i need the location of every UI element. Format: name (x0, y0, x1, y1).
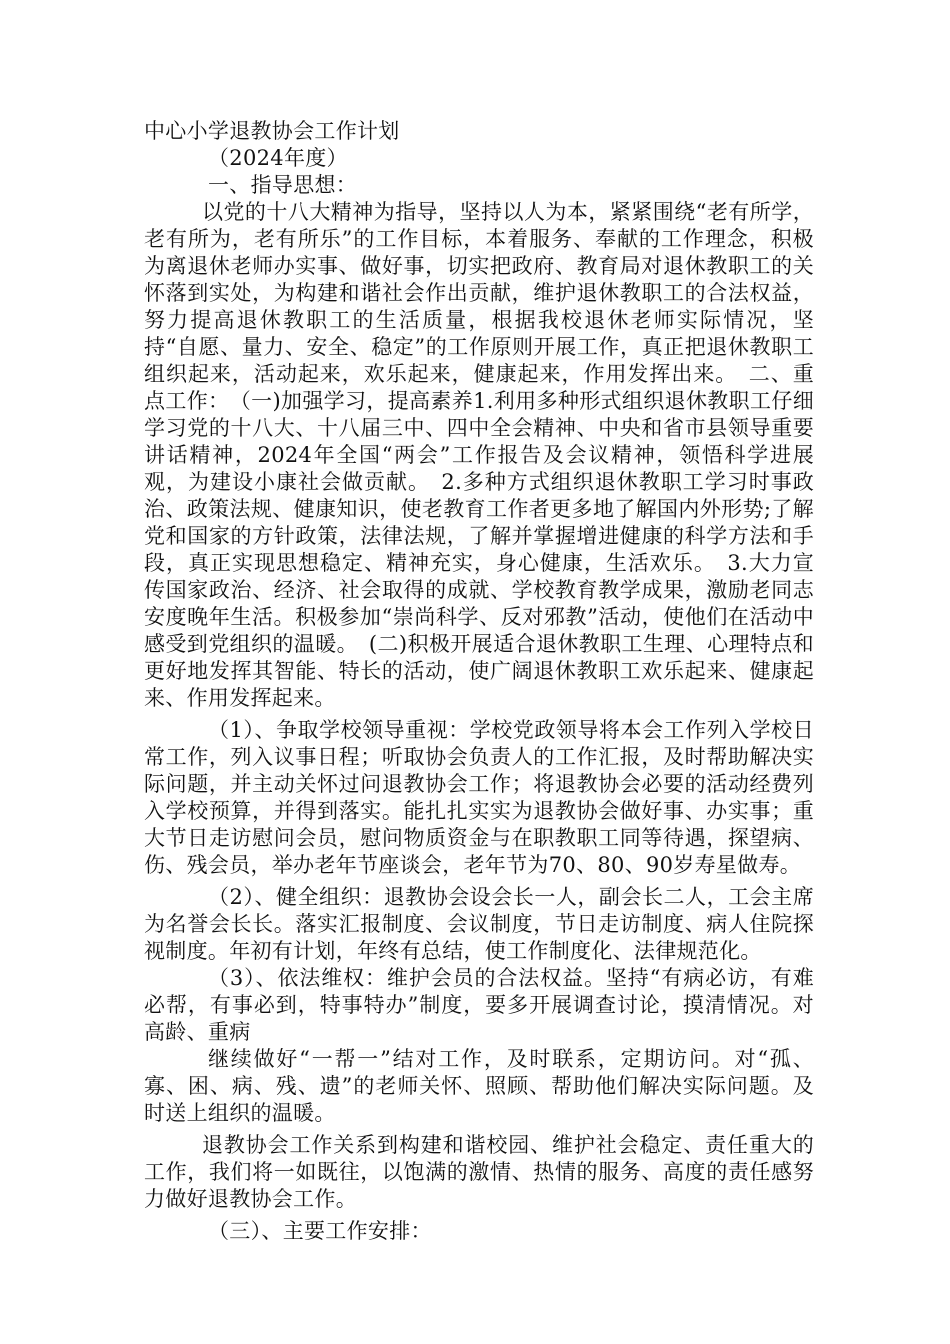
paragraph-item-2: （2）、健全组织：退教协会设会长一人，副会长二人，工会主席为名誉会长长。落实汇报制度、会议制度，节日走访制度、病人住院探视制度。年初有计划，年终有总结，使工作制度化、法律规范化。 (144, 885, 814, 963)
paragraph-guiding-and-key-work: 以党的十八大精神为指导，坚持以人为本，紧紧围绕“老有所学，老有所为，老有所乐”的工作目标，本着服务、奉献的工作理念，积极为离退休老师办实事、做好事，切实把政府、教育局对退休教职工的关怀落到实处，为构建和谐社会作出贡献，维护退休教职工的合法权益，努力提高退休教职工的生活质量，根据我校退休老师实际情况，坚持“自愿、量力、安全、稳定”的工作原则开展工作，真正把退休教职工组织起来，活动起来，欢乐起来，健康起来，作用发挥出来。 二、重点工作： （一)加强学习，提高素养1.利用多种形式组织退休教职工仔细学习党的十八大、十八届三中、四中全会精神、中央和省市县领导重要讲话精神，2024年全国“两会”工作报告及会议精神，领悟科学进展观，为建设小康社会做贡献。 2.多种方式组织退休教职工学习时事政治、政策法规、健康知识，使老教育工作者更多地了解国内外形势;了解党和国家的方针政策，法律法规，了解并掌握增进健康的科学方法和手段，真正实现思想稳定、精神充实，身心健康，生活欢乐。 3.大力宣传国家政治、经济、社会取得的成就、学校教育教学成果，激励老同志安度晚年生活。积极参加“崇尚科学、反对邪教”活动，使他们在活动中感受到党组织的温暖。 (二)积极开展适合退休教职工生理、心理特点和更好地发挥其智能、特长的活动，使广阔退休教职工欢乐起来、健康起来、作用发挥起来。 (144, 200, 814, 710)
document-year: （2024年度） (208, 146, 348, 170)
paragraph-item-1: （1）、争取学校领导重视：学校党政领导将本会工作列入学校日常工作，列入议事日程；听取协会负责人的工作汇报，及时帮助解决实际问题，并主动关怀过问退教协会工作；将退教协会必要的活动经费列入学校预算，并得到落实。能扎扎实实为退教协会做好事、办实事；重大节日走访慰问会员，慰问物质资金与在职教职工同等待遇，探望病、伤、残会员，举办老年节座谈会，老年节为70、80、90岁寿星做寿。 (144, 718, 814, 877)
section-heading-arrangements: （三）、主要工作安排： (208, 1219, 432, 1243)
document-body (144, 118, 814, 1245)
paragraph-item-3-continued: 继续做好“一帮一”结对工作，及时联系，定期访问。对“孤、寡、困、病、残、遗”的老师关怀、照顾、帮助他们解决实际问题。及时送上组织的温暖。 (144, 1047, 814, 1125)
paragraph-item-3: （3）、依法维权：维护会员的合法权益。坚持“有病必访，有难必帮，有事必到，特事特办”制度，要多开展调查讨论，摸清情况。对高龄、重病 (144, 966, 814, 1044)
document-title: 中心小学退教协会工作计划 (144, 119, 400, 143)
section-heading-guiding: 一、指导思想： (208, 173, 358, 197)
paragraph-closing: 退教协会工作关系到构建和谐校园、维护社会稳定、责任重大的工作，我们将一如既往，以饱满的激情、热情的服务、高度的责任感努力做好退教协会工作。 (144, 1133, 814, 1211)
